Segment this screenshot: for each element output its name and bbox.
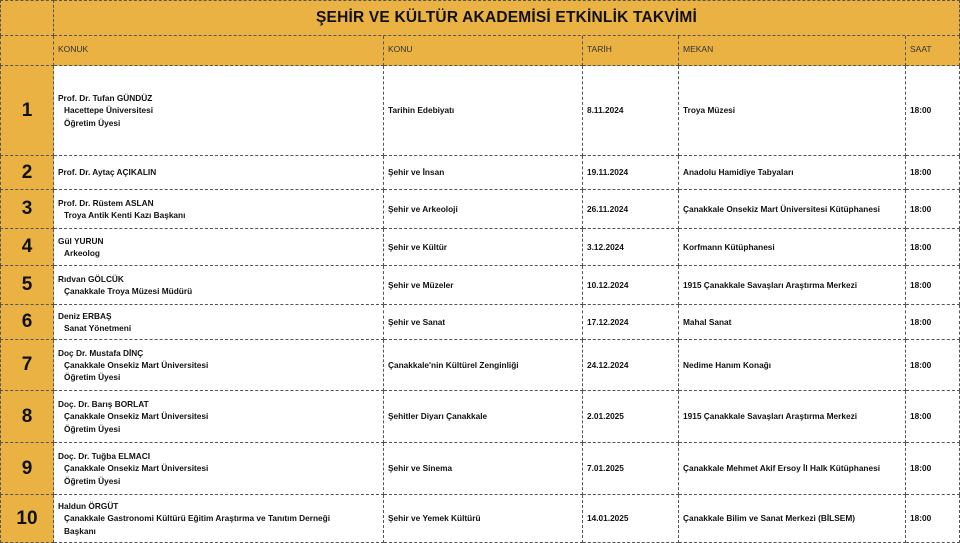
guest-affiliation: Hacettepe Üniversitesi [64, 105, 154, 116]
guest-name: Rıdvan GÖLCÜK [58, 273, 124, 284]
date-cell: 14.01.2025 [583, 495, 679, 543]
topic-cell: Şehir ve Müzeler [384, 266, 583, 305]
header-time: SAAT [906, 36, 960, 66]
date-cell: 2.01.2025 [583, 391, 679, 443]
guest-affiliation: Çanakkale Onsekiz Mart Üniversitesi [64, 359, 209, 370]
guest-cell [54, 443, 384, 495]
guest-name: Haldun ÖRGÜT [58, 501, 119, 512]
guest-cell [54, 391, 384, 443]
topic-cell: Şehir ve İnsan [384, 156, 583, 190]
venue-cell: Çanakkale Mehmet Akif Ersoy İl Halk Kütüphanesi [679, 443, 906, 495]
venue-cell: Korfmann Kütüphanesi [679, 229, 906, 266]
date-cell: 7.01.2025 [583, 443, 679, 495]
venue-cell: 1915 Çanakkale Savaşları Araştırma Merkezi [679, 266, 906, 305]
venue-cell: 1915 Çanakkale Savaşları Araştırma Merkezi [679, 391, 906, 443]
row-number: 2 [0, 156, 54, 190]
guest-affiliation: Öğretim Üyesi [64, 117, 121, 128]
time-cell: 18:00 [906, 305, 960, 340]
date-cell: 19.11.2024 [583, 156, 679, 190]
time-cell: 18:00 [906, 443, 960, 495]
time-cell: 18:00 [906, 229, 960, 266]
header-date: TARİH [583, 36, 679, 66]
time-cell: 18:00 [906, 340, 960, 391]
guest-affiliation: Çanakkale Gastronomi Kültürü Eğitim Araştırma ve Tanıtım Derneği [64, 513, 331, 524]
date-cell: 8.11.2024 [583, 66, 679, 156]
guest-name: Prof. Dr. Rüstem ASLAN [58, 197, 154, 208]
time-cell: 18:00 [906, 156, 960, 190]
guest-name: Doç. Dr. Barış BORLAT [58, 399, 149, 410]
guest-affiliation: Çanakkale Troya Müzesi Müdürü [64, 286, 193, 296]
table-title: ŞEHİR VE KÜLTÜR AKADEMİSİ ETKİNLİK TAKVİMİ [54, 0, 960, 36]
row-number: 1 [0, 66, 54, 156]
guest-cell [54, 305, 384, 340]
row-number: 4 [0, 229, 54, 266]
topic-cell: Tarihin Edebiyatı [384, 66, 583, 156]
topic-cell: Şehir ve Sinema [384, 443, 583, 495]
guest-affiliation: Arkeolog [64, 248, 100, 258]
guest-affiliation: Sanat Yönetmeni [64, 323, 132, 333]
row-number: 5 [0, 266, 54, 305]
guest-name: Prof. Dr. Aytaç AÇIKALIN [58, 167, 157, 178]
guest-cell [54, 66, 384, 156]
guest-affiliation: Öğretim Üyesi [64, 475, 121, 486]
topic-cell: Şehir ve Yemek Kültürü [384, 495, 583, 543]
guest-name: Gül YURUN [58, 235, 104, 246]
guest-affiliation: Başkanı [64, 525, 96, 536]
venue-cell: Nedime Hanım Konağı [679, 340, 906, 391]
guest-name: Deniz ERBAŞ [58, 310, 112, 321]
date-cell: 17.12.2024 [583, 305, 679, 340]
header-guest: KONUK [54, 36, 384, 66]
guest-cell [54, 340, 384, 391]
guest-cell [54, 495, 384, 543]
guest-cell [54, 266, 384, 305]
date-cell: 24.12.2024 [583, 340, 679, 391]
topic-cell: Şehir ve Kültür [384, 229, 583, 266]
header-venue: MEKAN [679, 36, 906, 66]
guest-affiliation: Çanakkale Onsekiz Mart Üniversitesi [64, 463, 209, 474]
time-cell: 18:00 [906, 66, 960, 156]
row-number: 10 [0, 495, 54, 543]
time-cell: 18:00 [906, 266, 960, 305]
header-topic: KONU [384, 36, 583, 66]
date-cell: 26.11.2024 [583, 190, 679, 229]
date-cell: 10.12.2024 [583, 266, 679, 305]
venue-cell: Çanakkale Bilim ve Sanat Merkezi (BİLSEM) [679, 495, 906, 543]
corner-cell [0, 0, 54, 36]
topic-cell: Şehir ve Arkeoloji [384, 190, 583, 229]
date-cell: 3.12.2024 [583, 229, 679, 266]
topic-cell: Çanakkale'nin Kültürel Zenginliği [384, 340, 583, 391]
guest-affiliation: Çanakkale Onsekiz Mart Üniversitesi [64, 411, 209, 422]
guest-affiliation: Öğretim Üyesi [64, 372, 121, 382]
time-cell: 18:00 [906, 495, 960, 543]
guest-affiliation: Troya Antik Kenti Kazı Başkanı [64, 210, 186, 220]
row-number: 8 [0, 391, 54, 443]
row-number: 6 [0, 305, 54, 340]
venue-cell: Çanakkale Onsekiz Mart Üniversitesi Kütüphanesi [679, 190, 906, 229]
guest-cell [54, 229, 384, 266]
topic-cell: Şehir ve Sanat [384, 305, 583, 340]
row-number: 7 [0, 340, 54, 391]
venue-cell: Mahal Sanat [679, 305, 906, 340]
guest-name: Doç. Dr. Tuğba ELMACI [58, 451, 151, 462]
guest-name: Doç Dr. Mustafa DİNÇ [58, 347, 144, 358]
topic-cell: Şehitler Diyarı Çanakkale [384, 391, 583, 443]
row-number: 3 [0, 190, 54, 229]
venue-cell: Troya Müzesi [679, 66, 906, 156]
row-number: 9 [0, 443, 54, 495]
guest-cell [54, 190, 384, 229]
guest-name: Prof. Dr. Tufan GÜNDÜZ [58, 93, 153, 104]
venue-cell: Anadolu Hamidiye Tabyaları [679, 156, 906, 190]
time-cell: 18:00 [906, 391, 960, 443]
header-number [0, 36, 54, 66]
time-cell: 18:00 [906, 190, 960, 229]
guest-cell [54, 156, 384, 190]
guest-affiliation: Öğretim Üyesi [64, 423, 121, 434]
